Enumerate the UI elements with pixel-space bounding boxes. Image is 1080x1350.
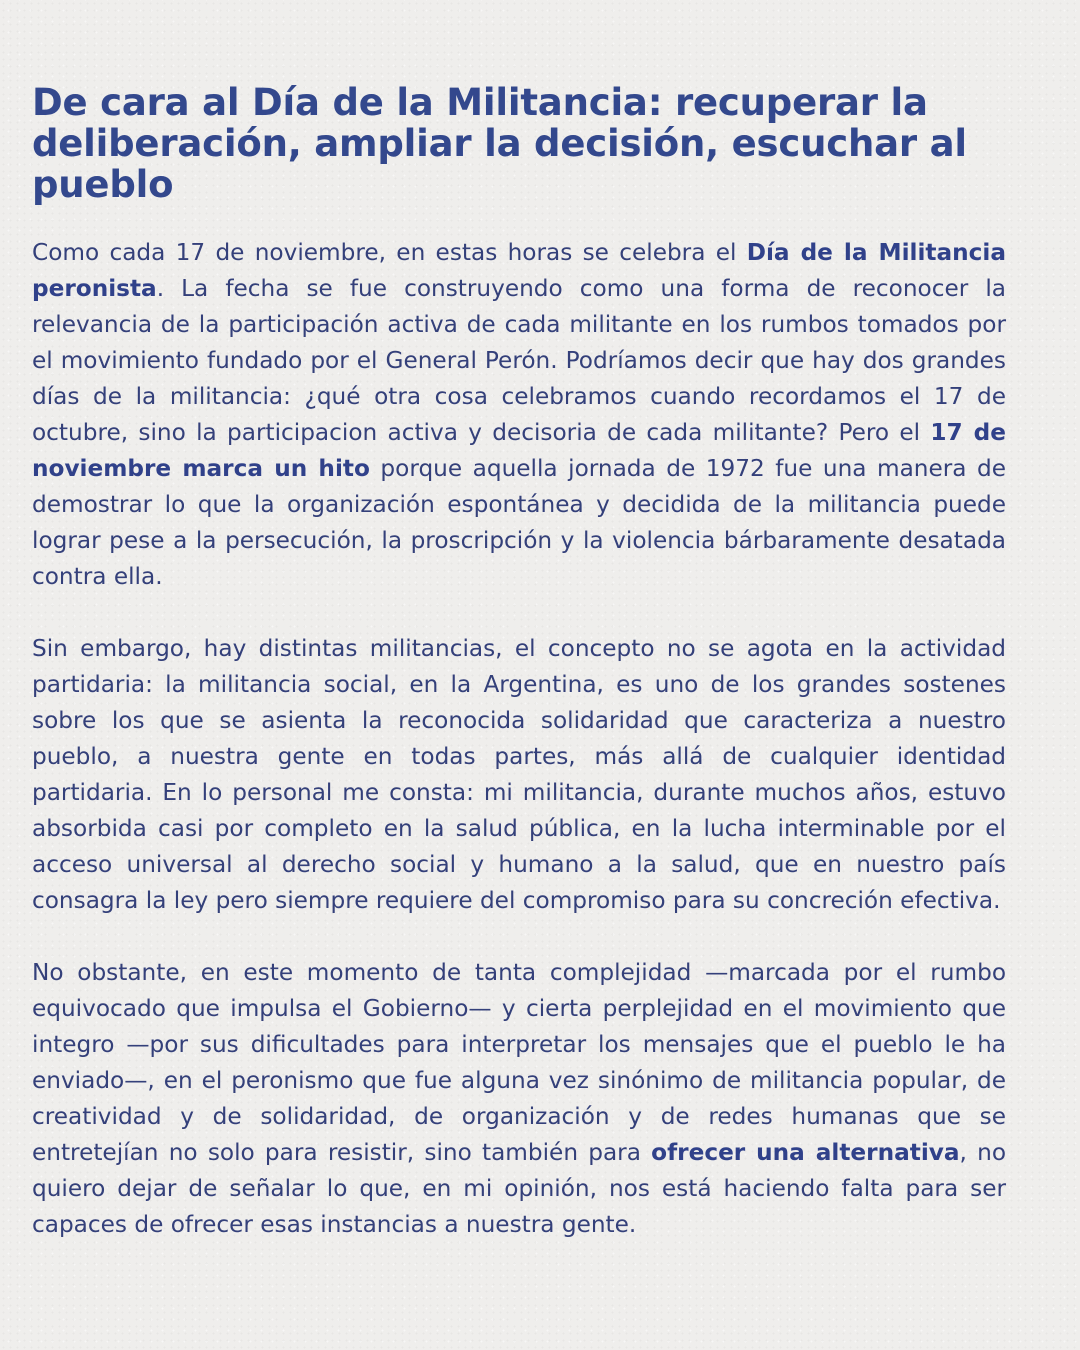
text-run: . La fecha se fue construyendo como una forma de reconocer la relevancia de la participación activa de cada militante en los rumbos tomados por el movimiento fundado por el General Perón. Podríamos decir que hay dos grandes días de la militancia: ¿qué otra cosa celebramos cuando recordamos el 17 de octubre, sino la participacion activa y decisoria de cada militante? Pero el	[32, 275, 1006, 446]
article-title: De cara al Día de la Militancia: recuperar la deliberación, ampliar la decisión, escuchar al pueblo	[32, 81, 967, 206]
article-paragraph	[32, 955, 1006, 1243]
article-paragraph	[32, 631, 1006, 919]
emphasis-text: Día de la Militancia peronista	[32, 239, 1006, 302]
text-run: Como cada 17 de noviembre, en estas horas se celebra el	[32, 239, 747, 266]
article-paragraph	[32, 235, 1006, 595]
text-run: Sin embargo, hay distintas militancias, el concepto no se agota en la actividad partidaria: la militancia social, en la Argentina, es uno de los grandes sostenes sobre los que se asienta la reconocida solidaridad que caracteriza a nuestro pueblo, a nuestra gente en todas partes, más allá de cualquier identidad partidaria. En lo personal me consta: mi militancia, durante muchos años, estuvo absorbida casi por completo en la salud pública, en la lucha interminable por el acceso universal al derecho social y humano a la salud, que en nuestro país consagra la ley pero siempre requiere del compromiso para su concreción efectiva.	[32, 635, 1006, 914]
emphasis-text: 17 de noviembre marca un hito	[32, 419, 1006, 482]
text-run: , no quiero dejar de señalar lo que, en mi opinión, nos está haciendo falta para ser capaces de ofrecer esas instancias a nuestra gente.	[32, 1139, 1007, 1238]
emphasis-text: ofrecer una alternativa	[651, 1139, 960, 1166]
text-run: porque aquella jornada de 1972 fue una manera de demostrar lo que la organización espontánea y decidida de la militancia puede lograr pese a la persecución, la proscripción y la violencia bárbaramente desatada contra ella.	[32, 455, 1006, 590]
text-run: No obstante, en este momento de tanta complejidad —marcada por el rumbo equivocado que impulsa el Gobierno— y cierta perplejidad en el movimiento que integro —por sus dificultades para interpretar los mensajes que el pueblo le ha enviado—, en el peronismo que fue alguna vez sinónimo de militancia popular, de creatividad y de solidaridad, de organización y de redes humanas que se entretejían no solo para resistir, sino también para	[32, 959, 1006, 1166]
article	[32, 82, 1006, 1243]
